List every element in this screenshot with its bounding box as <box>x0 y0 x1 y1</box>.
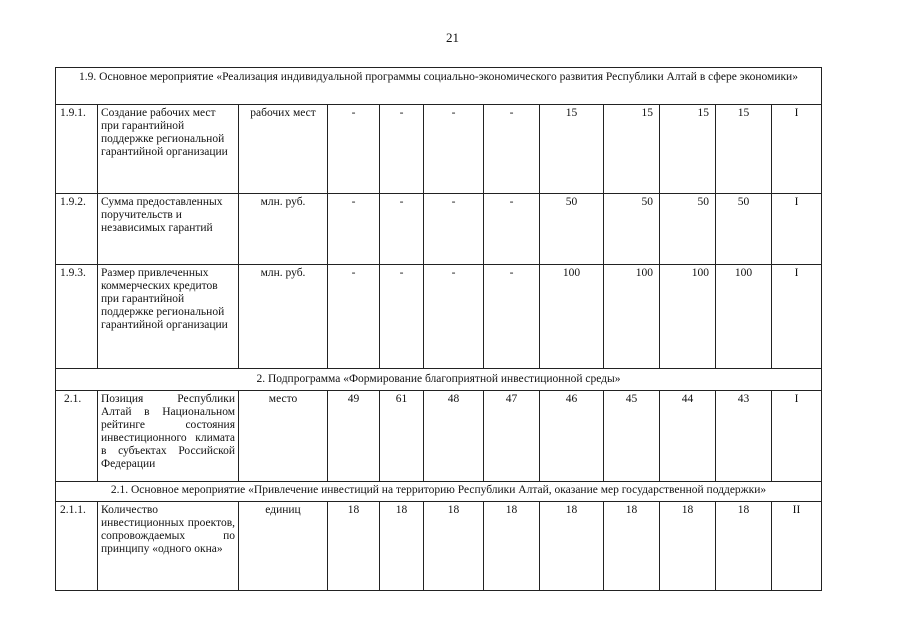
indicator-value: 48 <box>447 393 460 405</box>
indicator-code: I <box>794 393 799 405</box>
indicator-value: 15 <box>565 107 578 119</box>
column-divider <box>379 104 380 368</box>
row-number: 1.9.1. <box>60 107 86 119</box>
indicator-value: 100 <box>562 267 581 279</box>
indicator-value: 50 <box>697 196 709 208</box>
indicator-value: - <box>509 267 514 279</box>
column-divider <box>715 104 716 368</box>
indicator-value: 100 <box>734 267 753 279</box>
section-heading-1-9: 1.9. Основное мероприятие «Реализация индивидуальной программы социально-экономического развития Республики Алтай в сфере экономики» <box>79 71 798 83</box>
indicator-name: Позиция Республики Алтай в Национальном рейтинге состояния инвестиционного климата в субъектах Российской Федерации <box>101 393 235 470</box>
row-divider <box>56 390 821 391</box>
row-divider <box>56 481 821 482</box>
indicator-value: 18 <box>447 504 460 516</box>
row-number: 2.1.1. <box>60 504 86 516</box>
indicator-code: I <box>794 196 799 208</box>
column-divider <box>603 104 604 368</box>
indicator-value: - <box>399 267 404 279</box>
indicator-value: 45 <box>625 393 638 405</box>
indicator-value: 46 <box>565 393 578 405</box>
indicator-value: 43 <box>737 393 750 405</box>
column-divider <box>423 104 424 368</box>
indicator-value: - <box>399 196 404 208</box>
indicator-value: 15 <box>737 107 750 119</box>
indicator-value: 61 <box>395 393 408 405</box>
row-divider <box>56 264 821 265</box>
row-divider <box>56 104 821 105</box>
indicator-unit: рабочих мест <box>250 107 316 119</box>
indicator-name: Количество инвестиционных проектов, сопровождаемых по принципу «одного окна» <box>101 504 235 555</box>
indicator-code: II <box>792 504 801 516</box>
column-divider <box>539 104 540 368</box>
page-number: 21 <box>446 30 459 45</box>
indicator-value: 44 <box>681 393 694 405</box>
indicator-value: - <box>509 196 514 208</box>
indicator-unit: млн. руб. <box>260 267 306 279</box>
indicator-value: 15 <box>641 107 653 119</box>
row-divider <box>56 501 821 502</box>
column-divider <box>238 104 239 368</box>
column-divider <box>659 104 660 368</box>
indicator-unit: млн. руб. <box>260 196 306 208</box>
row-divider <box>56 193 821 194</box>
indicator-value: 50 <box>641 196 653 208</box>
indicator-value: - <box>351 267 356 279</box>
indicator-value: 18 <box>737 504 750 516</box>
row-number: 2.1. <box>64 393 82 405</box>
indicator-unit: место <box>268 393 298 405</box>
row-divider <box>56 368 821 369</box>
column-divider <box>327 104 328 368</box>
indicator-value: 18 <box>625 504 638 516</box>
section-heading-2-1: 2.1. Основное мероприятие «Привлечение инвестиций на территорию Республики Алтай, оказание мер государственной поддержки» <box>110 484 767 496</box>
indicator-value: - <box>451 267 456 279</box>
indicator-name: Создание рабочих мест при гарантийной поддержке региональной гарантийной организации <box>101 107 228 158</box>
indicator-value: 18 <box>565 504 578 516</box>
indicator-unit: единиц <box>265 504 301 516</box>
indicator-name: Размер привлеченных коммерческих кредитов при гарантийной поддержке региональной гарантийной организации <box>101 267 228 331</box>
indicator-value: 18 <box>347 504 360 516</box>
indicator-table <box>55 67 822 591</box>
indicator-value: 50 <box>737 196 750 208</box>
indicator-value: - <box>351 196 356 208</box>
section-heading-2: 2. Подпрограмма «Формирование благоприятной инвестиционной среды» <box>256 373 621 385</box>
indicator-code: I <box>794 107 799 119</box>
indicator-value: - <box>399 107 404 119</box>
indicator-value: - <box>351 107 356 119</box>
indicator-value: - <box>451 196 456 208</box>
indicator-value: 100 <box>691 267 709 279</box>
indicator-name: Сумма предоставленных поручительств и независимых гарантий <box>101 196 223 234</box>
indicator-value: - <box>509 107 514 119</box>
row-number: 1.9.2. <box>60 196 86 208</box>
column-divider <box>771 104 772 368</box>
row-number: 1.9.3. <box>60 267 86 279</box>
indicator-value: 18 <box>505 504 518 516</box>
indicator-value: 50 <box>565 196 578 208</box>
indicator-code: I <box>794 267 799 279</box>
column-divider <box>483 104 484 368</box>
indicator-value: 18 <box>395 504 408 516</box>
indicator-value: 100 <box>635 267 653 279</box>
indicator-value: 18 <box>681 504 694 516</box>
indicator-value: - <box>451 107 456 119</box>
indicator-value: 15 <box>697 107 709 119</box>
indicator-value: 47 <box>505 393 518 405</box>
indicator-value: 49 <box>347 393 360 405</box>
